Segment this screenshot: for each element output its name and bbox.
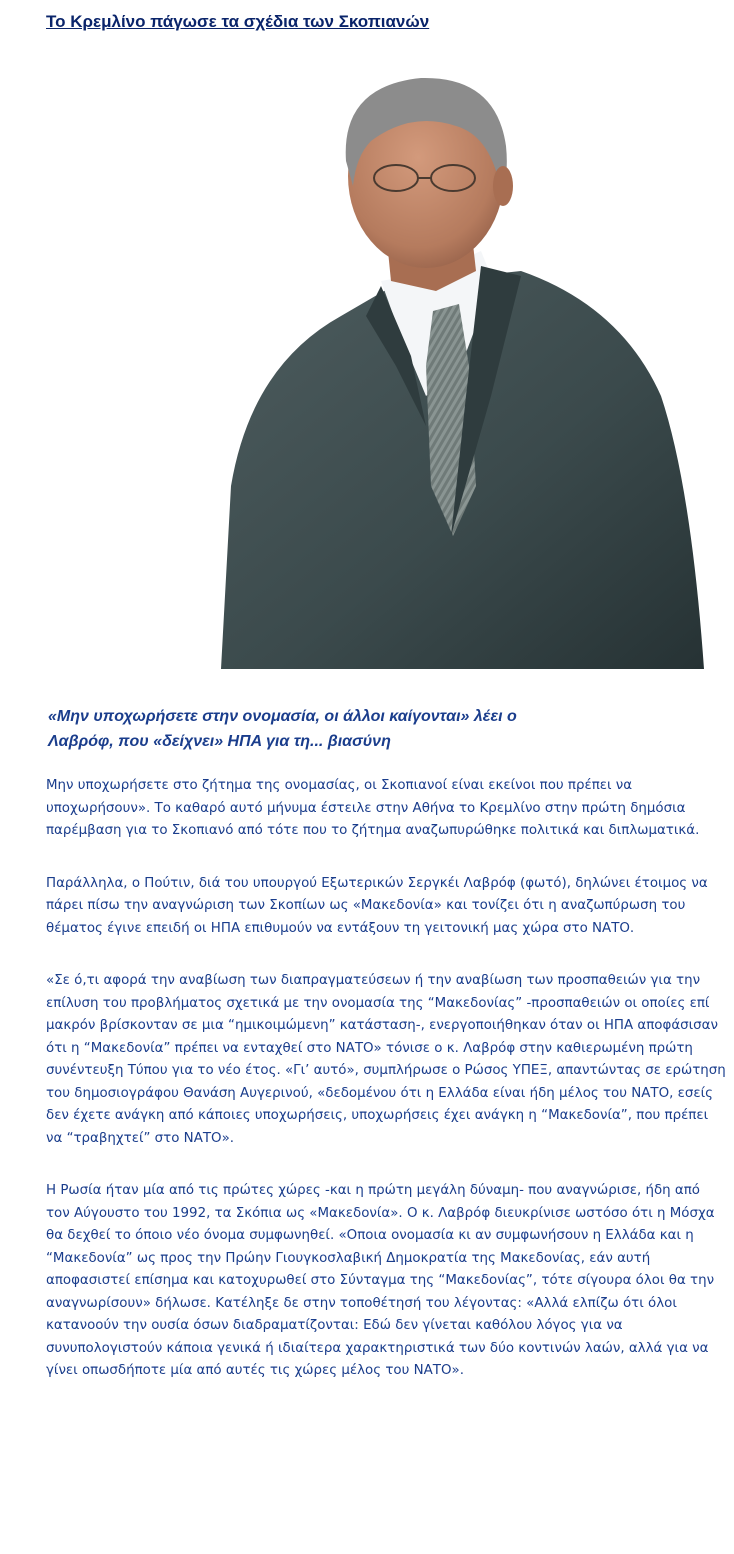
- article-body: [46, 775, 726, 1413]
- subtitle-line-2: Λαβρόφ, που «δείχνει» ΗΠΑ για τη... βιασύνη: [48, 733, 391, 750]
- article-subtitle: [48, 704, 648, 754]
- article-paragraph: Μην υποχωρήσετε στο ζήτημα της ονομασίας, οι Σκοπιανοί είναι εκείνοι που πρέπει να υποχωρήσουν». Το καθαρό αυτό μήνυμα έστειλε στην Αθήνα το Κρεμλίνο στην πρώτη δημόσια παρέμβαση για το Σκοπιανό από τότε που το ζήτημα αναζωπυρώθηκε πολιτικά και διπλωματικά.: [46, 778, 700, 838]
- article-title[interactable]: Το Κρεμλίνο πάγωσε τα σχέδια των Σκοπιανών: [46, 12, 430, 31]
- article-photo: [221, 66, 704, 669]
- article-paragraph: Η Ρωσία ήταν μία από τις πρώτες χώρες -και η πρώτη μεγάλη δύναμη- που αναγνώρισε, ήδη από τον Αύγουστο του 1992, τα Σκόπια ως «Μακεδονία». Ο κ. Λαβρόφ διευκρίνισε ωστόσο ότι η Μόσχα θα δεχθεί το όποιο νέο όνομα συμφωνηθεί. «Οποια ονομασία κι αν συμφωνήσουν η Ελλάδα και η “Μακεδονία” ως προς την Πρώην Γιουγκοσλαβική Δημοκρατία της Μακεδονίας, εάν αυτή αποφασιστεί επίσημα και κατοχυρωθεί στο Σύνταγμα της “Μακεδονίας”, τότε σίγουρα όλοι θα την αναγνωρίσουν» δήλωσε. Κατέληξε δε στην τοποθέτησή του λέγοντας: «Αλλά ελπίζω ότι όλοι κατανοούν την ουσία όσων διαδραματίζονται: Εδώ δεν γίνεται καθόλου λόγος για να συνυπολογιστούν κάποια γενικά ή ιδιαίτερα χαρακτηριστικά των δύο κοντινών λαών, αλλά για να γίνει οπωσδήποτε μία από αυτές τις χώρες μέλος του ΝΑΤΟ».: [46, 1183, 715, 1378]
- subtitle-line-1: «Μην υποχωρήσετε στην ονομασία, οι άλλοι καίγονται» λέει ο: [48, 708, 517, 725]
- article-paragraph: «Σε ό,τι αφορά την αναβίωση των διαπραγματεύσεων ή την αναβίωση των προσπαθειών για την επίλυση του προβλήματος σχετικά με την ονομασία της “Μακεδονίας” -προσπαθειών οι οποίες επί μακρόν βρίσκονταν σε μια “ημικοιμώμενη” κατάσταση-, ενεργοποιήθηκαν όταν οι ΗΠΑ αποφάσισαν ότι η “Μακεδονία” πρέπει να ενταχθεί στο ΝΑΤΟ» τόνισε ο κ. Λαβρόφ στην καθιερωμένη πρώτη συνέντευξη Τύπου για το νέο έτος. «Γι’ αυτό», συμπλήρωσε ο Ρώσος ΥΠΕΞ, απαντώντας σε ερώτηση του δημοσιογράφου Θανάση Αυγερινού, «δεδομένου ότι η Ελλάδα είναι ήδη μέλος του ΝΑΤΟ, εσείς δεν έχετε ανάγκη από κάποιες υποχωρήσεις, υποχωρήσεις έχει ανάγκη η “Μακεδονία”, που πρέπει να “τραβηχτεί” στο ΝΑΤΟ».: [46, 973, 726, 1146]
- article-paragraph: Παράλληλα, ο Πούτιν, διά του υπουργού Εξωτερικών Σεργκέι Λαβρόφ (φωτό), δηλώνει έτοιμος να πάρει πίσω την αναγνώριση των Σκοπίων ως «Μακεδονία» και τονίζει ότι η αναζωπύρωση του θέματος έγινε επειδή οι ΗΠΑ επιθυμούν να εντάξουν τη γειτονική μας χώρα στο ΝΑΤΟ.: [46, 875, 708, 936]
